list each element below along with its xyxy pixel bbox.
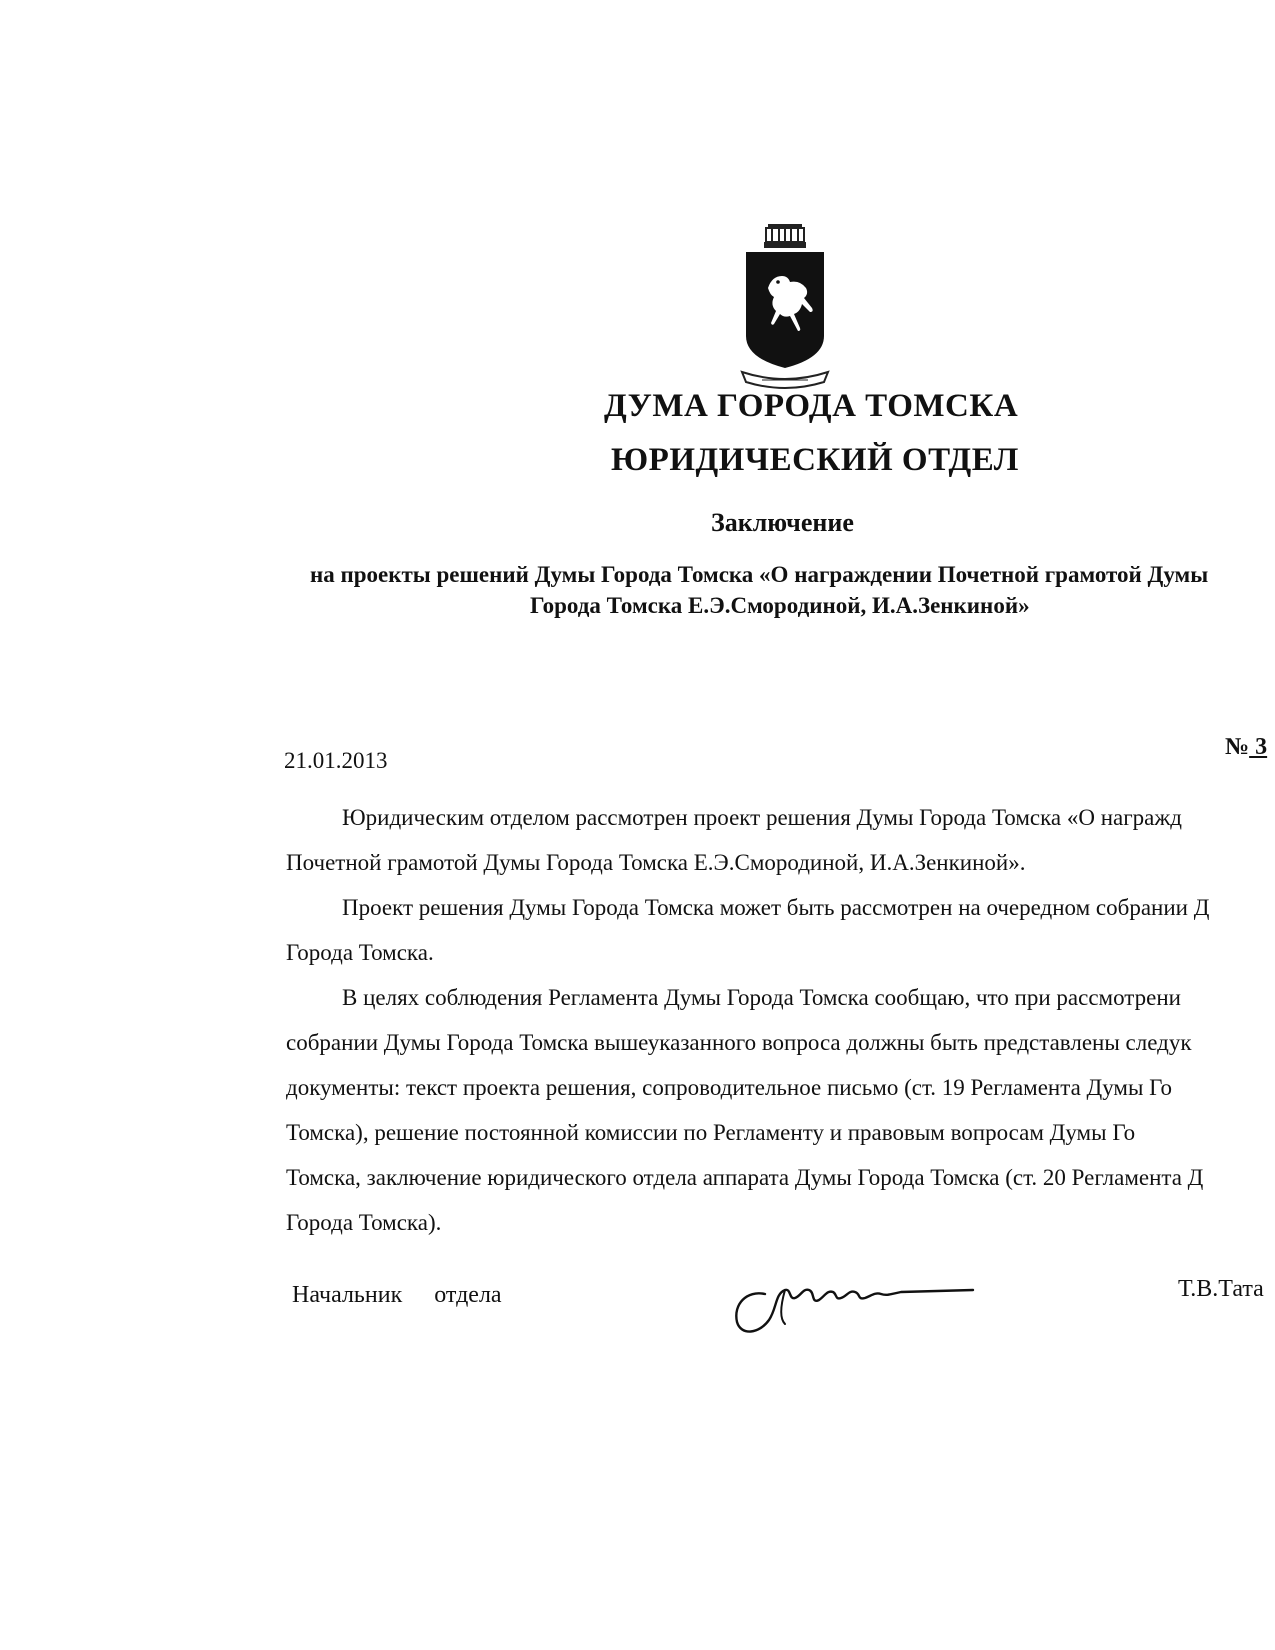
document-number xyxy=(1225,734,1267,761)
text-line: Юридическим отделом рассмотрен проект решения Думы Города Томска «О награжд xyxy=(342,805,1182,830)
document-title: Заключение xyxy=(711,508,854,537)
document-body xyxy=(286,795,1275,1245)
number-label: № xyxy=(1225,734,1250,760)
city-coat-of-arms-icon xyxy=(740,218,830,390)
signer-name: Т.В.Тата xyxy=(1178,1276,1264,1302)
subject-line: Города Томска Е.Э.Смородиной, И.А.Зенкиной» xyxy=(530,593,1030,618)
text-line: собрании Думы Города Томска вышеуказанного вопроса должны быть представлены следук xyxy=(286,1030,1192,1055)
text-line: документы: текст проекта решения, сопроводительное письмо (ст. 19 Регламента Думы Го xyxy=(286,1075,1172,1100)
handwritten-signature-icon xyxy=(725,1260,985,1344)
document-date: 21.01.2013 xyxy=(284,748,388,773)
subject-line: на проекты решений Думы Города Томска «О награждении Почетной грамотой Думы xyxy=(310,562,1209,587)
text-line: Почетной грамотой Думы Города Томска Е.Э.Смородиной, И.А.Зенкиной». xyxy=(286,850,1026,875)
signer-position: Начальник отдела xyxy=(292,1282,502,1308)
text-line: Томска, заключение юридического отдела аппарата Думы Города Томска (ст. 20 Регламента Д xyxy=(286,1165,1204,1190)
paragraph-review xyxy=(286,795,1275,885)
text-line: Города Томска. xyxy=(286,940,434,965)
document-subject xyxy=(310,559,1275,621)
organization-name: ДУМА ГОРОДА ТОМСКА xyxy=(604,388,1019,424)
text-line: Города Томска). xyxy=(286,1210,442,1235)
paragraph-consideration xyxy=(286,885,1275,975)
signature-block xyxy=(292,1272,1275,1332)
text-line: Томска), решение постоянной комиссии по Регламенту и правовым вопросам Думы Го xyxy=(286,1120,1136,1145)
department-name: ЮРИДИЧЕСКИЙ ОТДЕЛ xyxy=(611,442,1019,478)
text-line: Проект решения Думы Города Томска может быть рассмотрен на очередном собрании Д xyxy=(342,895,1210,920)
crown-icon xyxy=(764,224,806,248)
paragraph-requirements xyxy=(286,975,1275,1245)
text-line: В целях соблюдения Регламента Думы Города Томска сообщаю, что при рассмотрени xyxy=(342,985,1181,1010)
number-value: 3 xyxy=(1249,734,1268,760)
